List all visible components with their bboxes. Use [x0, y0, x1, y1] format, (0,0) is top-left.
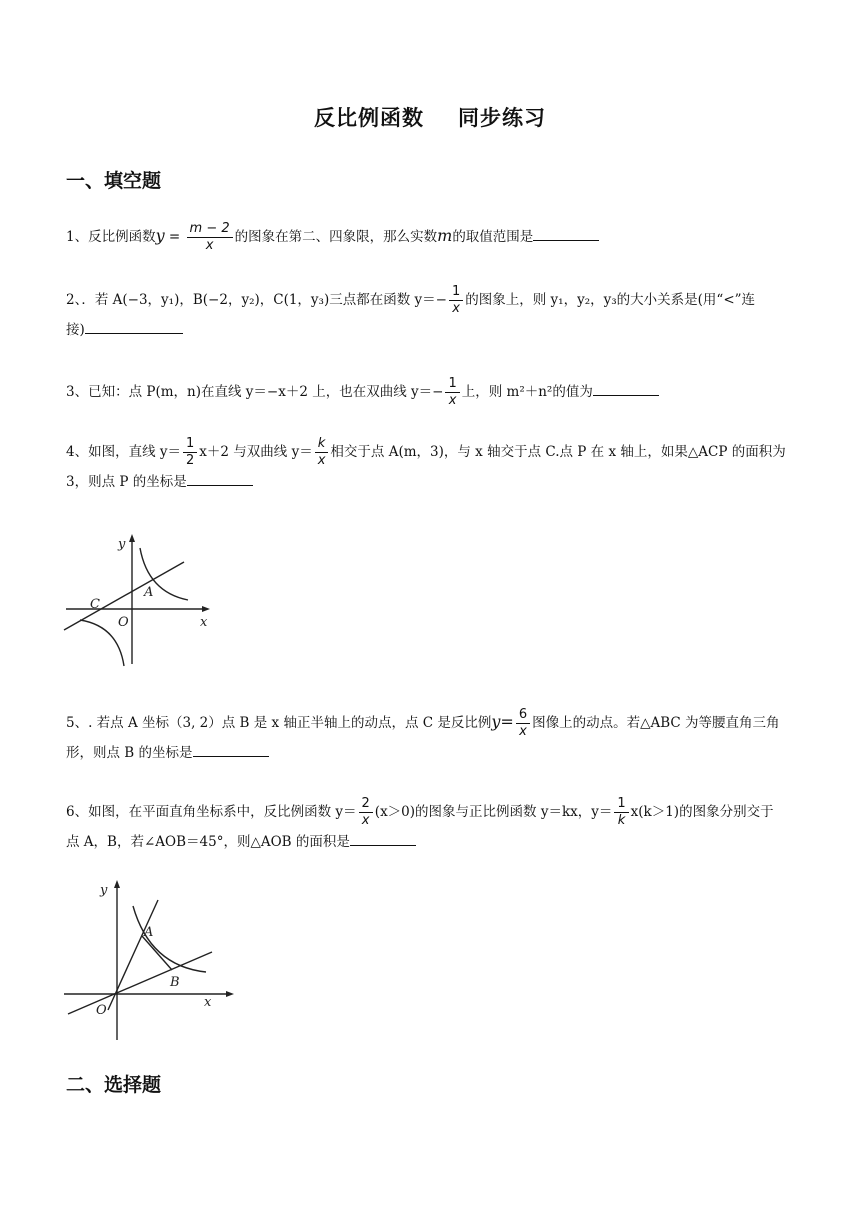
title-sub: 同步练习	[458, 106, 546, 130]
q4-fraction-1: $\frac{1}{2}$	[183, 436, 197, 469]
answer-blank[interactable]	[193, 742, 269, 757]
answer-blank[interactable]	[350, 831, 416, 846]
answer-blank[interactable]	[187, 471, 253, 486]
fig6-x-label: x	[204, 995, 212, 1010]
q4-figure	[60, 530, 220, 670]
q6-fraction-1: $\frac{2}{x}$	[359, 796, 373, 829]
question-1: 1、反比例函数y = $\frac{m - 2}{x}$ 的图象在第二、四象限，那么实数m的取值范围是	[66, 218, 806, 255]
fig4-x-label: x	[200, 615, 208, 630]
q6-fraction-2: $\frac{1}{k}$	[614, 796, 628, 829]
fig4-y-label: y	[118, 537, 126, 552]
question-6: 6、如图，在平面直角坐标系中，反比例函数 y＝ $\frac{2}{x}$ (x＞0)的图象与正比例函数 y＝kx，y＝ $\frac{1}{k}$ x(k＞1)的图象分别交于 点 A，B，若∠AOB＝45°，则△AOB 的面积是	[66, 796, 774, 850]
answer-blank[interactable]	[85, 319, 183, 334]
q1-fraction: $\frac{m - 2}{x}$	[187, 221, 233, 254]
question-4: 4、如图，直线 y＝ $\frac{1}{2}$ x＋2 与双曲线 y＝ $\frac{k}{x}$ 相交于点 A(m，3)，与 x 轴交于点 C.点 P 在 x 轴上，如果△ACP 的面积为 3，则点 P 的坐标是	[66, 436, 786, 490]
q5-fraction: $\frac{6}{x}$	[516, 707, 530, 740]
fig4-origin-label: O	[118, 615, 129, 630]
fig6-y-label: y	[100, 883, 108, 898]
fig6-point-a-label: A	[144, 925, 154, 940]
fig6-origin-label: O	[96, 1003, 107, 1018]
question-3: 3、已知：点 P(m，n)在直线 y＝−x＋2 上，也在双曲线 y＝− $\frac{1}{x}$ 上，则 m²＋n²的值为	[66, 374, 806, 410]
q6-figure	[60, 876, 240, 1046]
q3-fraction: $\frac{1}{x}$	[445, 376, 459, 409]
question-2: 2、．若 A(−3，y₁)，B(−2，y₂)，C(1，y₃)三点都在函数 y＝− $\frac{1}{x}$ 的图象上，则 y₁，y₂，y₃的大小关系是(用“<”连 接)	[66, 284, 756, 338]
fig4-point-a-label: A	[144, 585, 154, 600]
fig4-point-c-label: C	[90, 597, 100, 612]
section-fill-heading: 一、填空题	[66, 170, 162, 192]
q2-fraction: $\frac{1}{x}$	[449, 284, 463, 317]
q4-fraction-2: $\frac{k}{x}$	[315, 436, 329, 469]
page-title	[0, 102, 860, 132]
question-5: 5、. 若点 A 坐标（3, 2）点 B 是 x 轴正半轴上的动点，点 C 是反比例y= $\frac{6}{x}$ 图像上的动点。若△ABC 为等腰直角三角 形，则点 B 的坐标是	[66, 707, 780, 761]
answer-blank[interactable]	[533, 226, 599, 241]
fig6-point-b-label: B	[170, 975, 180, 990]
section-choice-heading: 二、选择题	[66, 1074, 162, 1096]
answer-blank[interactable]	[593, 381, 659, 396]
title-main: 反比例函数	[314, 106, 424, 130]
